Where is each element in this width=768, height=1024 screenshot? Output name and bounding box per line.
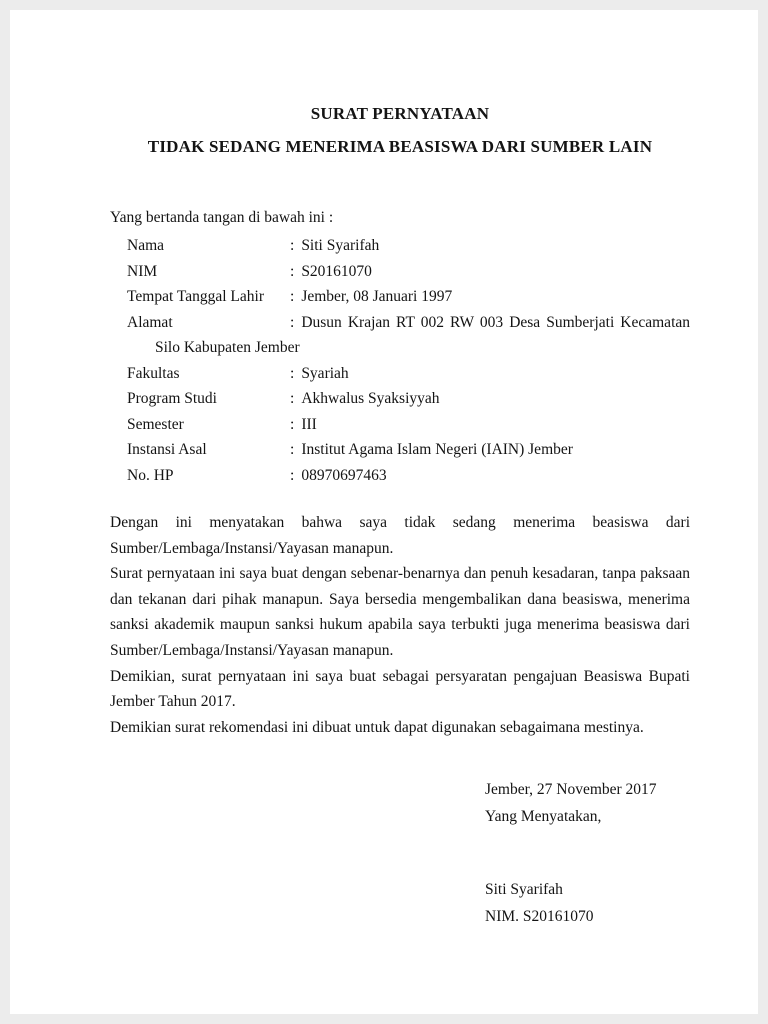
field-row-program-studi (110, 386, 690, 412)
field-label: Program Studi (127, 390, 217, 407)
field-value: 08970697463 (301, 466, 387, 484)
intro-line: Yang bertanda tangan di bawah ini : (110, 209, 334, 226)
field-colon: : (290, 237, 295, 254)
signature-block (485, 776, 690, 930)
paragraph-statement: Dengan ini menyatakan bahwa saya tidak sedang menerima beasiswa dari Sumber/Lembaga/Instansi/Yayasan manapun. (110, 514, 690, 557)
field-label: Semester (127, 415, 184, 433)
field-row-alamat (110, 310, 690, 336)
field-label: No. HP (127, 466, 174, 484)
field-row-semester (110, 412, 690, 438)
field-colon: : (290, 466, 295, 484)
field-colon: : (290, 441, 295, 458)
field-value: S20161070 (301, 262, 372, 280)
letter-subtitle: TIDAK SEDANG MENERIMA BEASISWA DARI SUMBER LAIN (147, 137, 653, 156)
field-row-no-hp (110, 463, 690, 489)
field-value-alamat-line2: Silo Kabupaten Jember (155, 339, 300, 356)
signature-salutation: Yang Menyatakan, (485, 808, 602, 826)
field-colon: : (290, 415, 295, 433)
paragraph-purpose: Demikian, surat pernyataan ini saya buat sebagai persyaratan pengajuan Beasiswa Bupati Jember Tahun 2017. (110, 667, 690, 711)
field-value: Institut Agama Islam Negeri (IAIN) Jember (301, 441, 573, 458)
field-label: Fakultas (127, 364, 180, 382)
letter-title-block (110, 97, 690, 163)
field-value: Jember, 08 Januari 1997 (301, 288, 453, 305)
signature-place-date: Jember, 27 November 2017 (485, 781, 657, 799)
field-label: Alamat (127, 313, 173, 331)
field-row-nim (110, 259, 690, 285)
paragraph-declaration: Surat pernyataan ini saya buat dengan sebenar-benarnya dan penuh kesadaran, tanpa paksaan dan tekanan dari pihak manapun. Saya bersedia mengembalikan dana beasiswa, menerima sanksi akademik maupun sanksi hukum apabila saya terbukti juga menerima beasiswa dari Sumber/Lembaga/Instansi/Yayasan manapun. (110, 565, 690, 659)
fields-list (110, 233, 690, 488)
paragraph-closing: Demikian surat rekomendasi ini dibuat untuk dapat digunakan sebagaimana mestinya. (110, 718, 644, 736)
field-value: Siti Syarifah (301, 237, 380, 254)
field-colon: : (290, 313, 295, 331)
body-paragraphs (110, 510, 690, 740)
field-colon: : (290, 364, 295, 382)
field-colon: : (290, 288, 295, 305)
field-value: Syariah (301, 364, 349, 382)
field-label: NIM (127, 262, 158, 280)
field-value: Akhwalus Syaksiyyah (301, 390, 440, 407)
field-row-nama (110, 233, 690, 259)
field-label: Instansi Asal (127, 441, 207, 458)
letter-title: SURAT PERNYATAAN (310, 104, 490, 123)
field-label: Nama (127, 237, 165, 254)
field-row-fakultas (110, 361, 690, 387)
field-value: III (301, 415, 317, 433)
field-row-instansi-asal (110, 437, 690, 463)
field-colon: : (290, 390, 295, 407)
field-colon: : (290, 262, 295, 280)
field-value: Dusun Krajan RT 002 RW 003 Desa Sumberjati Kecamatan (301, 313, 690, 331)
signature-name: Siti Syarifah (485, 881, 563, 899)
field-label: Tempat Tanggal Lahir (127, 288, 264, 305)
signature-nim: NIM. S20161070 (485, 908, 594, 926)
field-row-tempat-tanggal-lahir (110, 284, 690, 310)
